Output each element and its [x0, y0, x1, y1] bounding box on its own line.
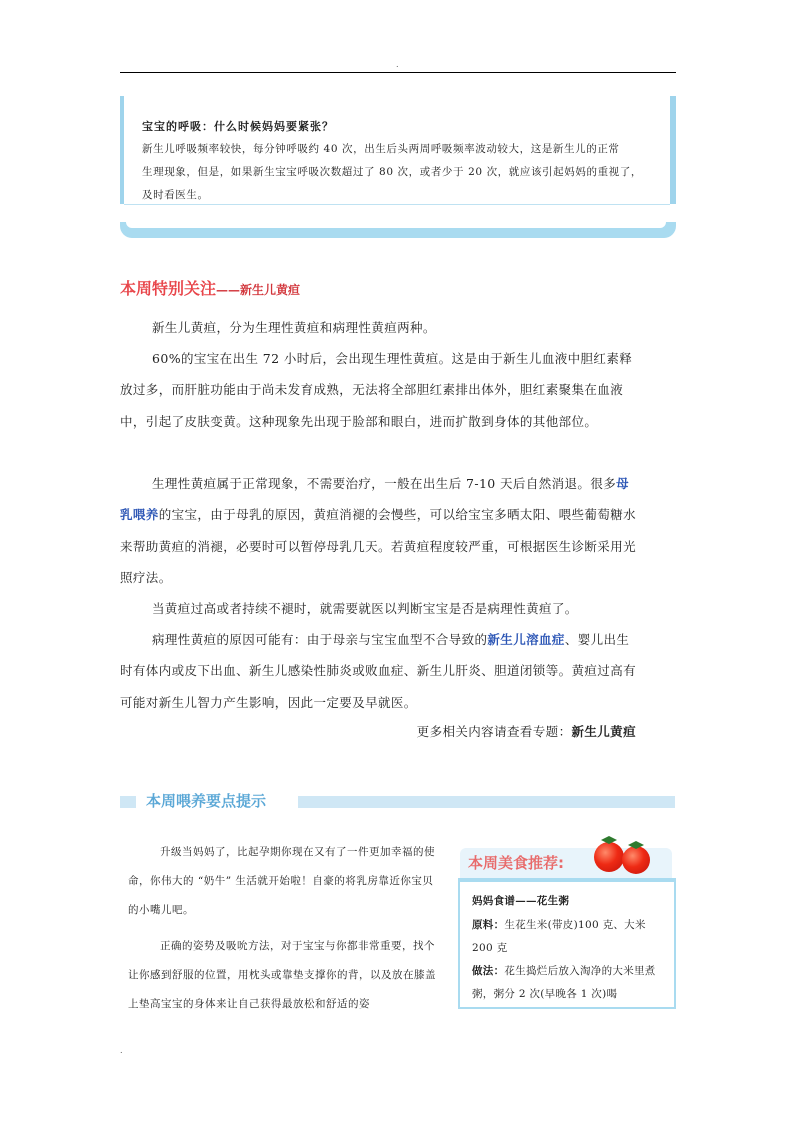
recommend-title [468, 852, 564, 873]
article-paragraph [120, 312, 636, 343]
article-p3a: 生理性黄疸属于正常现象，不需要治疗，一般在出生后 7-10 天后自然消退。很多 [152, 476, 617, 491]
info-line: 生理现象，但是，如果新生宝宝呼吸次数超过了 80 次，或者少于 20 次，就应该引起妈妈的重视了， [142, 166, 642, 178]
leaf-icon [601, 836, 617, 844]
recipe-ingredients [472, 914, 662, 960]
article-paragraph [120, 624, 636, 718]
recommend-title-text: 本周美食推荐 [468, 854, 559, 872]
method-text: 花生捣烂后放入淘净的大米里煮粥，粥分 2 次(早晚各 1 次)喝 [472, 965, 656, 1000]
ingredients-text: 生花生米(带皮)100 克、大米 200 克 [472, 919, 646, 954]
special-dash: —— [216, 283, 241, 297]
leaf-icon [628, 841, 644, 849]
article-paragraph [120, 593, 636, 624]
tomato-icon [622, 846, 650, 874]
method-label: 做法： [472, 965, 505, 977]
ingredients-label: 原料： [472, 919, 505, 931]
feeding-p1: 升级当妈妈了，比起孕期你现在又有了一件更加幸福的使命，你伟大的 “奶牛” 生活就开始啦！自豪的将乳房靠近你宝贝的小嘴儿吧。 [128, 846, 435, 916]
special-subtitle: 新生儿黄疸 [240, 283, 301, 297]
article-p5a: 病理性黄疸的原因可能有：由于母亲与宝宝血型不合导致的 [152, 632, 488, 647]
feeding-title: 本周喂养要点提示 [146, 792, 267, 810]
recipe-method [472, 960, 662, 1006]
more-prefix: 更多相关内容请查看专题： [416, 724, 572, 739]
tomato-icon [594, 842, 624, 872]
special-title-main: 本周特别关注 [120, 279, 217, 298]
header-dot: . [396, 60, 399, 69]
more-topic [417, 722, 636, 740]
article-paragraph [120, 343, 636, 437]
info-line: 及时看医生。 [142, 189, 209, 201]
recipe-title [472, 890, 662, 913]
info-line: 新生儿呼吸频率较快，每分钟呼吸约 40 次，出生后头两周呼吸频率波动较大，这是新生儿的正常 [142, 143, 620, 155]
header-rule [120, 72, 676, 73]
more-topic-link[interactable]: 新生儿黄疸 [571, 724, 636, 739]
feeding-p2: 正确的姿势及吸吮方法，对于宝宝与你都非常重要，找个让你感到舒服的位置，用枕头或靠垫支撑你的背，以及放在膝盖上垫高宝宝的身体来让自己获得最放松和舒适的姿 [128, 940, 436, 1010]
info-box-footer [120, 222, 676, 238]
article-p4: 当黄疸过高或者持续不褪时，就需要就医以判断宝宝是否是病理性黄疸了。 [152, 601, 578, 616]
article-p3b: 的宝宝，由于母乳的原因，黄疸消褪的会慢些，可以给宝宝多晒太阳、喂些葡萄糖水来帮助黄疸的消褪，必要时可以暂停母乳几天。若黄疸程度较严重，可根据医生诊断采用光照疗法。 [120, 507, 637, 585]
info-title: 宝宝的呼吸：什么时候妈妈要紧张？ [142, 120, 334, 133]
breastfeeding-link[interactable]: 母乳喂养 [120, 476, 630, 523]
recommend-colon: : [558, 854, 565, 872]
special-title [120, 276, 300, 299]
article-p2: 60%的宝宝在出生 72 小时后，会出现生理性黄疸。这是由于新生儿血液中胆红素释放过多，而肝脏功能由于尚未发育成熟，无法将全部胆红素排出体外，胆红素聚集在血液中，引起了皮肤变黄。这种现象先出现于脸部和眼白，进而扩散到身体的其他部位。 [120, 351, 633, 429]
article-paragraph [120, 468, 636, 593]
info-body [142, 138, 662, 207]
article-p1: 新生儿黄疸，分为生理性黄疸和病理性黄疸两种。 [152, 320, 436, 335]
hemolysis-link[interactable]: 新生儿溶血症 [487, 632, 565, 647]
recipe-title-text: 妈妈食谱——花生粥 [472, 895, 570, 907]
article-p5b: 、婴儿出生时有体内或皮下出血、新生儿感染性肺炎或败血症、新生儿肝炎、胆道闭锁等。黄疸过高有可能对新生儿智力产生影响，因此一定要及早就医。 [120, 632, 637, 710]
footer-dot: . [120, 1046, 123, 1055]
